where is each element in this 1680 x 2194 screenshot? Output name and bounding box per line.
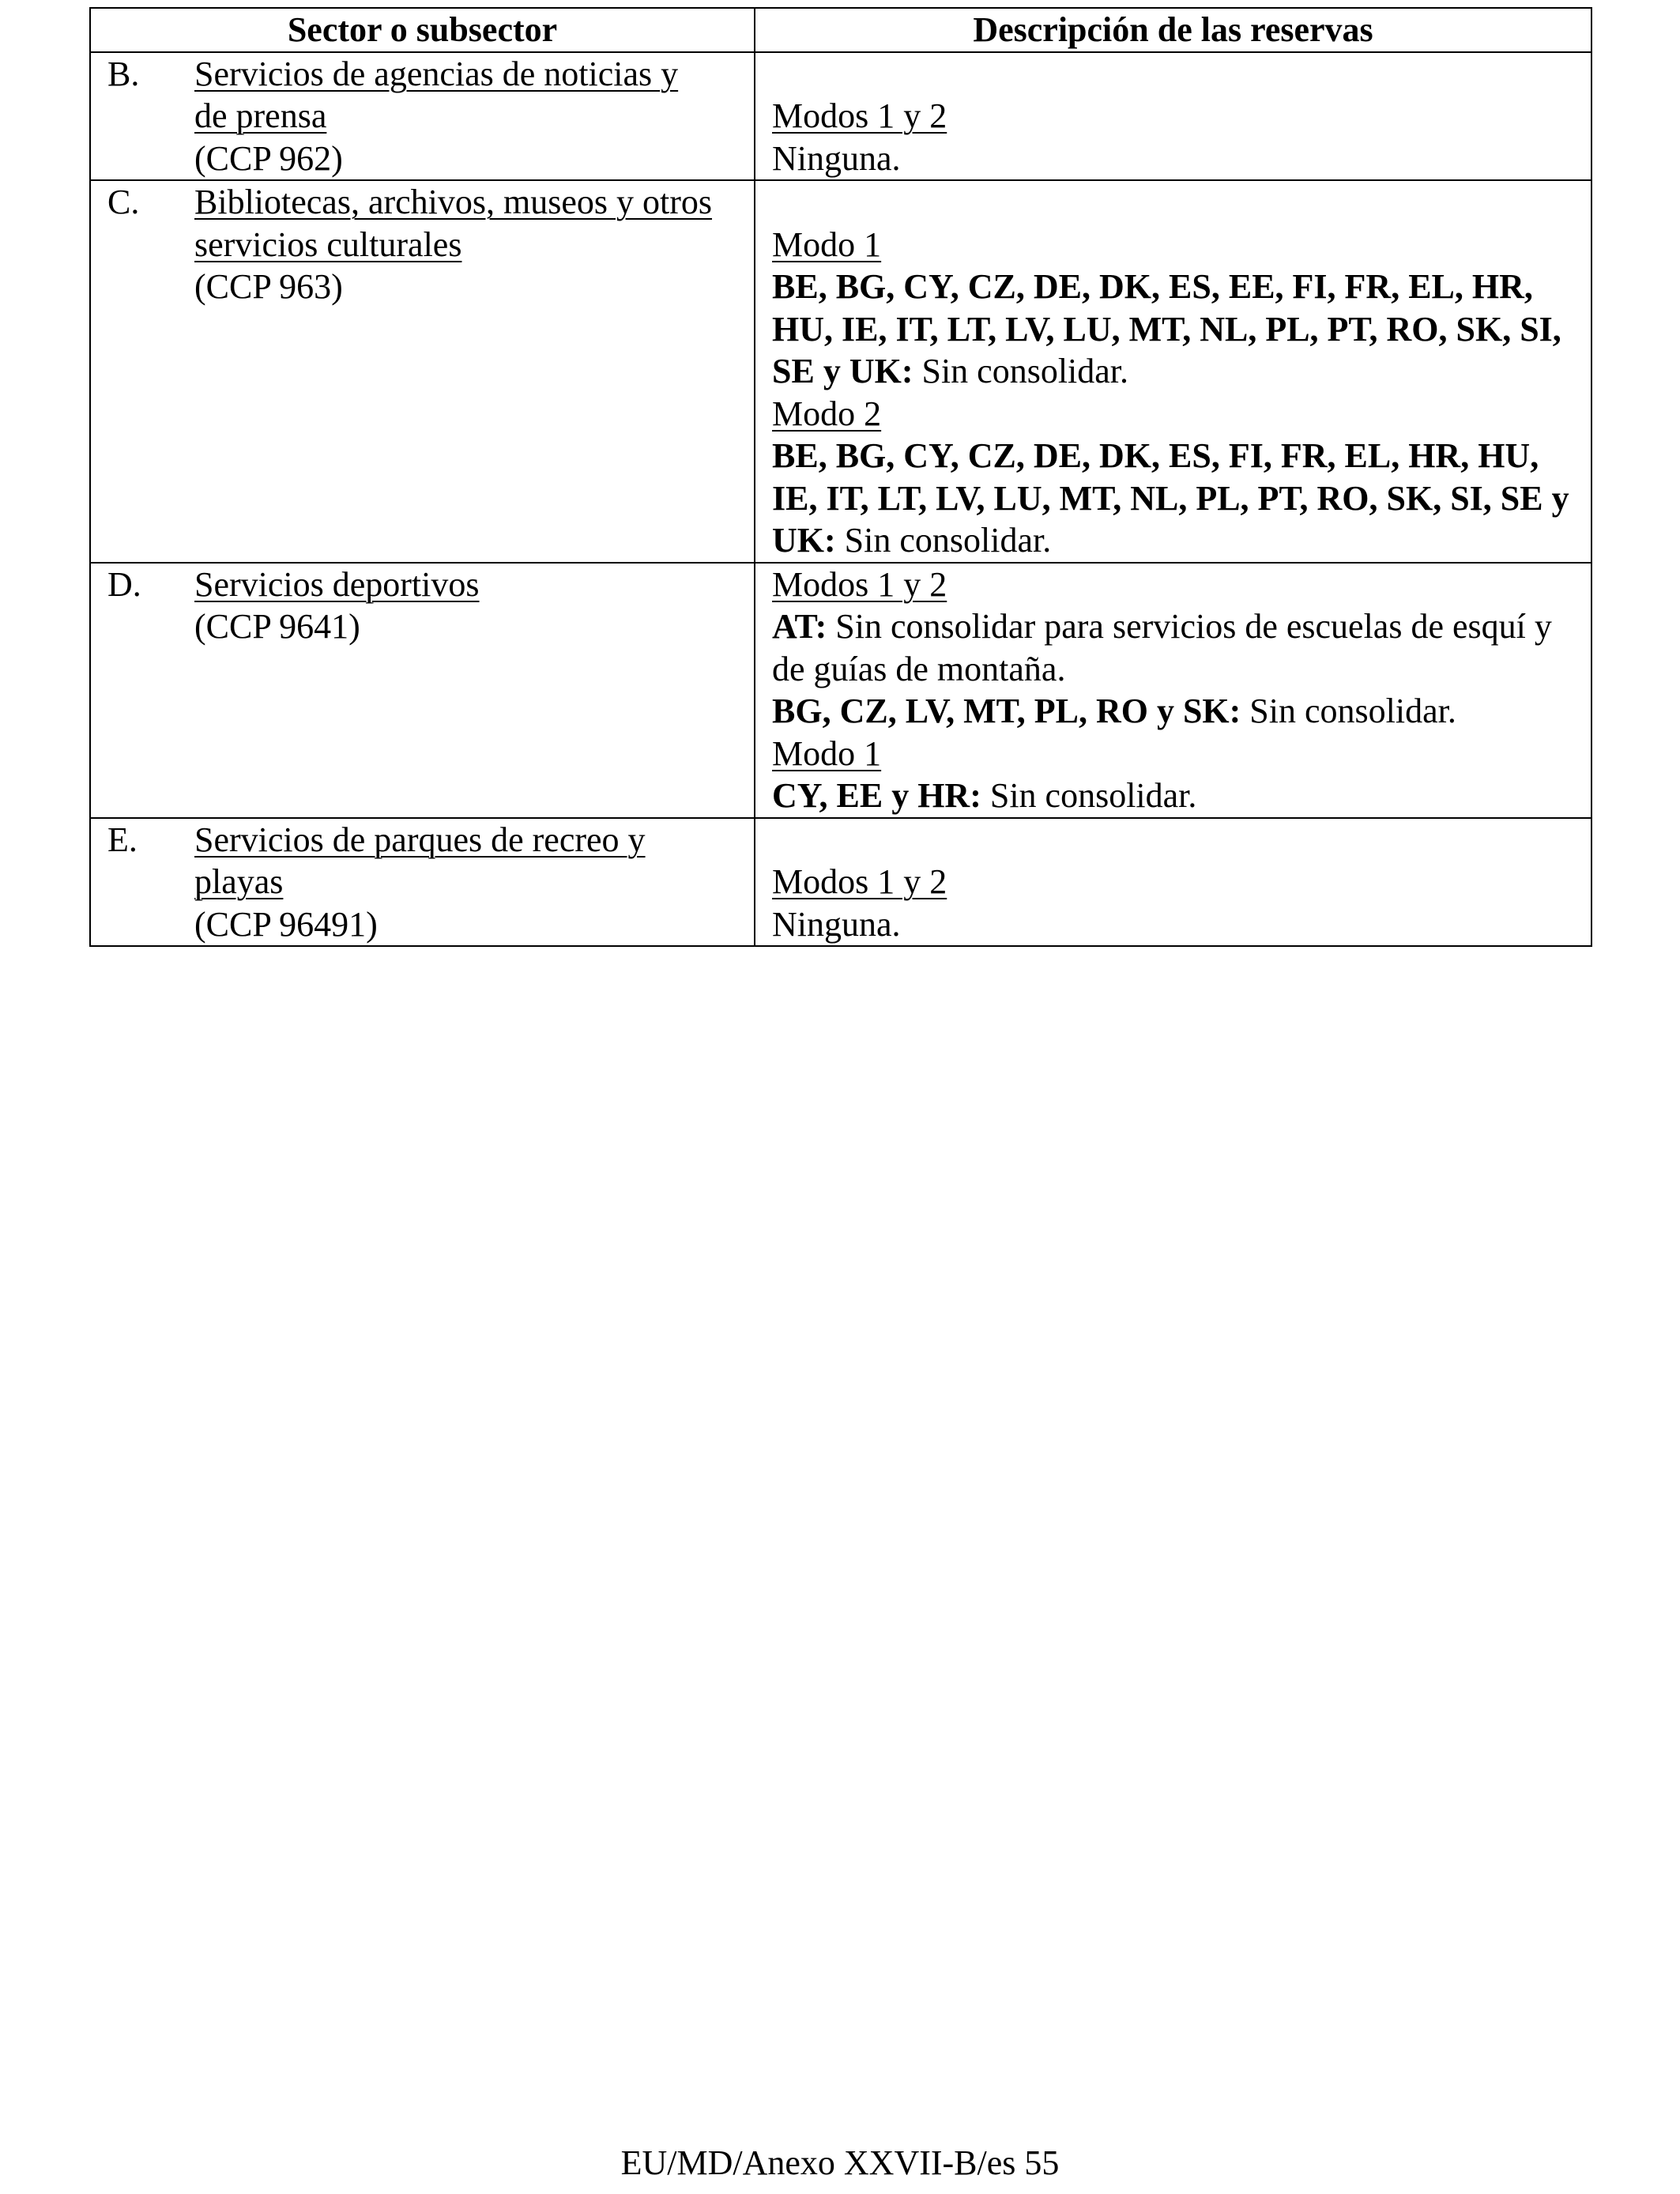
reservation-entry [772,690,1584,733]
table-row [90,818,1591,947]
header-sector: Sector o subsector [90,8,755,52]
mode-label: Modos 1 y 2 [772,564,947,604]
mode-label: Modos 1 y 2 [772,862,947,901]
sector-name-line: Servicios de agencias de noticias y [194,54,679,93]
sector-name-line: playas [194,862,284,901]
reservation-text: Ninguna. [772,904,901,944]
sector-cell [90,180,755,563]
mode-label: Modo 2 [772,394,882,433]
description-cell [755,818,1591,947]
sector-name-line: Servicios deportivos [194,564,480,604]
sector-code: (CCP 963) [194,267,343,306]
reservation-text: Ninguna. [772,138,901,178]
reservation-entry [772,605,1584,690]
table-row [90,52,1591,181]
sector-cell [90,52,755,181]
country-codes: AT: [772,607,827,646]
description-cell [755,180,1591,563]
reservation-entry [772,775,1584,817]
header-description: Descripción de las reservas [755,8,1591,52]
reservation-entry [772,266,1584,393]
sector-letter: B. [107,54,140,93]
mode-label: Modo 1 [772,224,882,264]
sector-name-line: servicios culturales [194,224,462,264]
reservation-text: Sin consolidar. [913,352,1129,390]
sector-cell [90,818,755,947]
sector-letter: C. [107,183,140,221]
country-codes: BG, CZ, LV, MT, PL, RO y SK: [772,692,1241,730]
sector-name-line: de prensa [194,96,327,135]
description-cell [755,563,1591,818]
sector-code: (CCP 962) [194,138,343,178]
sector-code: (CCP 96491) [194,904,378,944]
table-header-row [90,8,1591,52]
reservation-text: Sin consolidar. [835,521,1052,560]
sector-name-line: Bibliotecas, archivos, museos y otros [194,183,713,221]
mode-label: Modos 1 y 2 [772,96,947,135]
country-codes: BE, BG, CY, CZ, DE, DK, ES, FI, FR, EL, HR, HU, IE, IT, LT, LV, LU, MT, NL, PL, PT, RO, SK, SI, SE y UK: [772,436,1569,560]
reservation-entry [772,903,1584,946]
table-row [90,563,1591,818]
reservation-entry [772,435,1584,562]
table-row [90,180,1591,563]
sector-name-line: Servicios de parques de recreo y [194,820,646,859]
sector-cell [90,563,755,818]
description-cell [755,52,1591,181]
reservation-entry [772,138,1584,180]
sector-letter: E. [107,820,137,859]
page-footer: EU/MD/Anexo XXVII-B/es 55 [620,2143,1060,2182]
sector-letter: D. [107,564,141,604]
reservation-text: Sin consolidar para servicios de escuelas de esquí y de guías de montaña. [772,607,1552,688]
reservations-table [89,7,1592,947]
reservation-text: Sin consolidar. [981,776,1197,815]
country-codes: BE, BG, CY, CZ, DE, DK, ES, EE, FI, FR, EL, HR, HU, IE, IT, LT, LV, LU, MT, NL, PL, PT, RO, SK, SI, SE y UK: [772,267,1561,390]
reservation-text: Sin consolidar. [1241,692,1456,730]
country-codes: CY, EE y HR: [772,776,981,815]
sector-code: (CCP 9641) [194,607,360,646]
mode-label: Modo 1 [772,733,882,773]
